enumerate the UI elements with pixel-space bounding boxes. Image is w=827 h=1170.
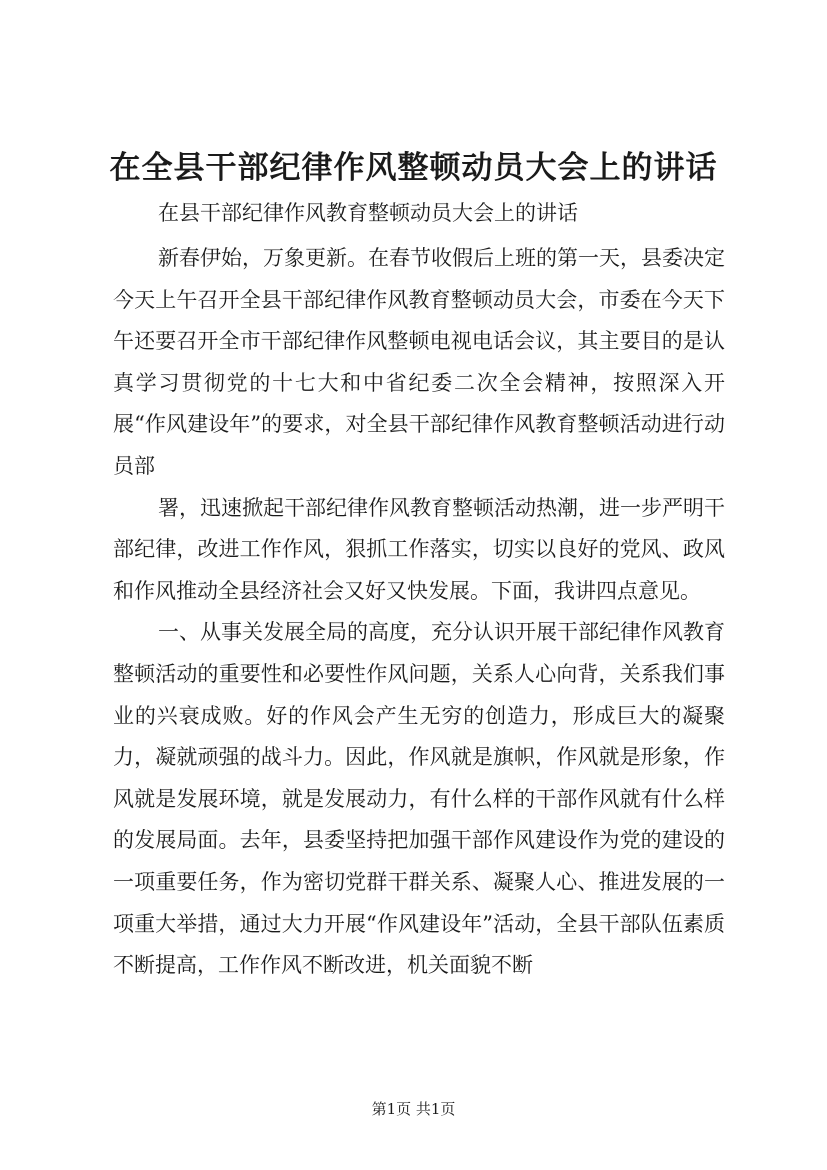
page-number-footer: 第1页 共1页 [371, 1100, 456, 1118]
document-title: 在全县干部纪律作风整顿动员大会上的讲话 [109, 150, 718, 186]
paragraph: 署，迅速掀起干部纪律作风教育整顿活动热潮，进一步严明干部纪律，改进工作作风，狠抓工作落实，切实以良好的党风、政风和作风推动全县经济社会又好又快发展。下面，我讲四点意见。 [113, 495, 725, 603]
document-subtitle: 在县干部纪律作风教育整顿动员大会上的讲话 [158, 201, 578, 225]
document-body [113, 238, 725, 987]
paragraph: 新春伊始，万象更新。在春节收假后上班的第一天，县委决定今天上午召开全县干部纪律作风教育整顿动员大会，市委在今天下午还要召开全市干部纪律作风整顿电视电话会议，其主要目的是认真学习贯彻党的十七大和中省纪委二次全会精神，按照深入开展“作风建设年”的要求，对全县干部纪律作风教育整顿活动进行动员部 [113, 246, 725, 478]
paragraph: 一、从事关发展全局的高度，充分认识开展干部纪律作风教育整顿活动的重要性和必要性作风问题，关系人心向背，关系我们事业的兴衰成败。好的作风会产生无穷的创造力，形成巨大的凝聚力，凝就顽强的战斗力。因此，作风就是旗帜，作风就是形象，作风就是发展环境，就是发展动力，有什么样的干部作风就有什么样的发展局面。去年，县委坚持把加强干部作风建设作为党的建设的一项重要任务，作为密切党群干群关系、凝聚人心、推进发展的一项重大举措，通过大力开展“作风建设年”活动，全县干部队伍素质不断提高，工作作风不断改进，机关面貌不断 [113, 620, 725, 978]
